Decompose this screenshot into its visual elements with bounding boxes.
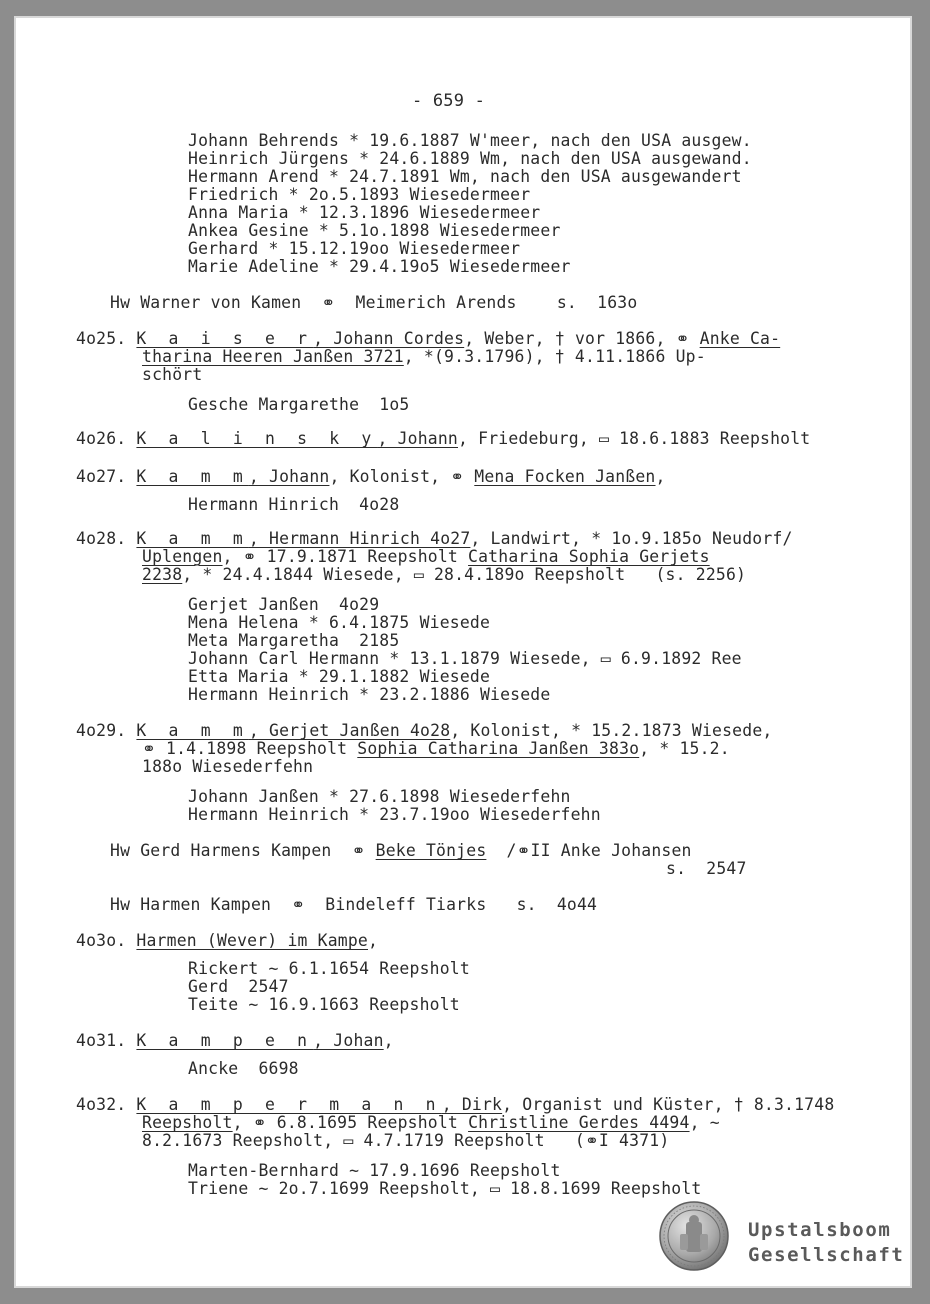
entry-text: , ⚭ 17.9.1871 Reepsholt [222,547,469,566]
child-line: Gerjet Janßen 4o29 [188,595,380,614]
spouse-name: Beke Tönjes [375,841,487,860]
child-line: Teite ~ 16.9.1663 Reepsholt [188,995,460,1014]
child-line: Johann Carl Hermann * 13.1.1879 Wiesede, ▭ 6.9.1892 Ree [188,649,742,668]
entry-4025-line-3: schört [142,365,203,384]
given-name: , Gerjet Janßen 4o28 [248,721,451,740]
spouse-name: Catharina Sophia Gerjets [468,547,710,566]
household-note: Hw Warner von Kamen ⚭ Meimerich Arends s. 163o [110,293,638,312]
place: Reepsholt [142,1113,233,1132]
entry-text: , Kolonist, * 15.2.1873 Wiesede, [450,721,773,740]
entry-4025-line-1 [76,330,780,348]
household-note-ref: s. 2547 [666,859,747,878]
entry-number: 4o32. [76,1095,127,1114]
entry-text: , Landwirt, * 1o.9.185o Neudorf/ [470,529,793,548]
surname: K a m p e r m a n n [136,1095,442,1114]
seal-icon [658,1200,730,1272]
child-line: Anna Maria * 12.3.1896 Wiesedermeer [188,203,541,222]
child-line: Rickert ~ 6.1.1654 Reepsholt [188,959,470,978]
page-number: - 659 - [412,91,486,111]
entry-4026-line-1 [76,430,810,448]
child-line: Gerhard * 15.12.19oo Wiesedermeer [188,239,521,258]
given-name: , Johann Cordes [313,329,465,348]
entry-number: 4o26. [76,429,127,448]
entry-text: , ⚭ 6.8.1695 Reepsholt [232,1113,469,1132]
entry-4028-line-1 [76,530,793,548]
surname: K a m m [136,721,249,740]
child-line: Mena Helena * 6.4.1875 Wiesede [188,613,491,632]
entry-number: 4o28. [76,529,127,548]
entry-text: ⚭ 1.4.1898 Reepsholt [142,739,358,758]
entry-text: , Friedeburg, ▭ 18.6.1883 Reepsholt [458,429,811,448]
spouse-name: Christline Gerdes 4494 [468,1113,690,1132]
entry-4028-line-3 [142,566,746,584]
entry-4030-line-1 [76,932,378,950]
entry-text: , Organist und Küster, † 8.3.1748 [502,1095,835,1114]
entry-number: 4o25. [76,329,127,348]
entry-4025-line-2 [142,348,706,366]
given-name: , Johann [377,429,458,448]
spouse-name: tharina Heeren Janßen 3721 [142,347,404,366]
child-line: Etta Maria * 29.1.1882 Wiesede [188,667,491,686]
child-line: Hermann Heinrich * 23.2.1886 Wiesede [188,685,551,704]
entry-text: , * 24.4.1844 Wiesede, ▭ 28.4.189o Reepsholt (s. 2256) [182,565,747,584]
document-page [14,16,912,1288]
entry-text: Hw Gerd Harmens Kampen ⚭ [110,841,376,860]
child-line: Triene ~ 2o.7.1699 Reepsholt, ▭ 18.8.1699 Reepsholt [188,1179,702,1198]
entry-4027-line-1 [76,468,666,486]
entry-4032-line-2 [142,1114,720,1132]
child-line: Johann Behrends * 19.6.1887 W'meer, nach den USA ausgew. [188,131,752,150]
place: Uplengen [142,547,223,566]
entry-4029-line-2 [142,740,730,758]
entry-text: , [655,467,666,486]
child-line: Marten-Bernhard ~ 17.9.1696 Reepsholt [188,1161,561,1180]
entry-number: 4o3o. [76,931,127,950]
household-note [110,842,692,860]
entry-4029-line-3: 188o Wiesederfehn [142,757,314,776]
child-line: Gerd 2547 [188,977,289,996]
entry-text: , [383,1031,394,1050]
entry-text: /⚭II Anke Johansen [486,841,692,860]
child-line: Gesche Margarethe 1o5 [188,395,410,414]
child-line: Ancke 6698 [188,1059,299,1078]
entry-text: , Kolonist, ⚭ [329,467,475,486]
surname: Harmen (Wever) im Kampe [136,931,368,950]
entry-text: , ~ [689,1113,720,1132]
given-name: , Hermann Hinrich 4o27 [248,529,471,548]
child-line: Friedrich * 2o.5.1893 Wiesedermeer [188,185,531,204]
entry-text: , * 15.2. [639,739,730,758]
brand-line-1: Upstalsboom [748,1219,892,1241]
child-line: Hermann Hinrich 4o28 [188,495,400,514]
given-name: , Dirk [441,1095,503,1114]
spouse-name: Sophia Catharina Janßen 383o [357,739,640,758]
given-name: , Johann [248,467,330,486]
entry-text: , [368,931,379,950]
entry-4032-line-3: 8.2.1673 Reepsholt, ▭ 4.7.1719 Reepsholt (⚭I 4371) [142,1131,670,1150]
surname: K a m m [136,467,249,486]
surname: K a l i n s k y [136,429,378,448]
child-line: Meta Margaretha 2185 [188,631,400,650]
spouse-name: Anke Ca- [699,329,781,348]
entry-4031-line-1 [76,1032,394,1050]
spouse-name: Mena Focken Janßen [474,467,656,486]
surname: K a i s e r [136,329,314,348]
child-line: Ankea Gesine * 5.1o.1898 Wiesedermeer [188,221,561,240]
child-line: Johann Janßen * 27.6.1898 Wiesederfehn [188,787,571,806]
entry-4032-line-1 [76,1096,834,1114]
child-line: Marie Adeline * 29.4.19o5 Wiesedermeer [188,257,571,276]
entry-4029-line-1 [76,722,772,740]
entry-number: 4o31. [76,1031,127,1050]
surname: K a m p e n [136,1031,314,1050]
entry-number: 4o27. [76,467,127,486]
brand-line-2: Gesellschaft [748,1244,905,1266]
entry-4028-line-2 [142,548,710,566]
child-line: Hermann Arend * 24.7.1891 Wm, nach den USA ausgewandert [188,167,742,186]
child-line: Hermann Heinrich * 23.7.19oo Wiesederfehn [188,805,601,824]
entry-text: , *(9.3.1796), † 4.11.1866 Up- [403,347,706,366]
child-line: Heinrich Jürgens * 24.6.1889 Wm, nach den USA ausgewand. [188,149,752,168]
given-name: , Johan [313,1031,384,1050]
spouse-ref: 2238 [142,565,183,584]
entry-number: 4o29. [76,721,127,740]
entry-text: , Weber, † vor 1866, ⚭ [464,329,700,348]
surname: K a m m [136,529,249,548]
household-note: Hw Harmen Kampen ⚭ Bindeleff Tiarks s. 4o44 [110,895,598,914]
